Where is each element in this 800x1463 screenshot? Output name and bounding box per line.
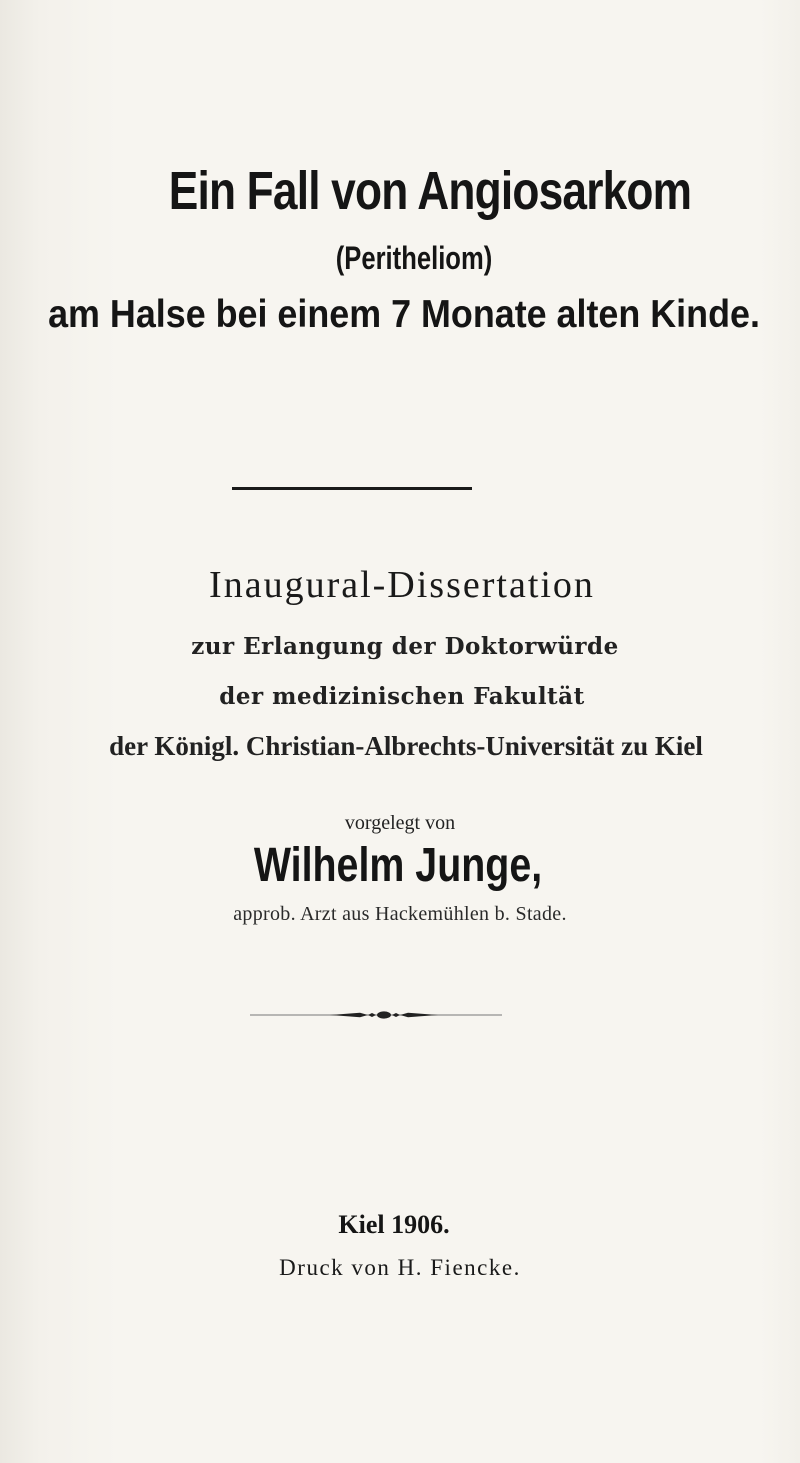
dissertation-subtitle-case: am Halse bei einem 7 Monate alten Kinde. <box>48 293 760 336</box>
author-info: approb. Arzt aus Hackemühlen b. Stade. <box>233 903 567 925</box>
dissertation-subtitle: (Peritheliom) <box>335 240 493 276</box>
document-type: Inaugural-Dissertation <box>209 564 595 606</box>
university-name: der Königl. Christian-Albrechts-Universität zu Kiel <box>109 731 703 761</box>
presented-by: vorgelegt von <box>344 812 456 834</box>
dissertation-title: Ein Fall von Angiosarkom <box>168 161 692 221</box>
place-and-year: Kiel 1906. <box>338 1210 450 1239</box>
printer-info: Druck von H. Fiencke. <box>279 1255 521 1280</box>
purpose-line-1: zur Erlangung der Doktorwürde <box>191 633 619 660</box>
purpose-line-2: der medizinischen Fakultät <box>219 683 585 710</box>
author-name: Wilhelm Junge, <box>253 839 543 892</box>
ornament-divider <box>250 1009 502 1021</box>
title-divider <box>232 487 472 490</box>
